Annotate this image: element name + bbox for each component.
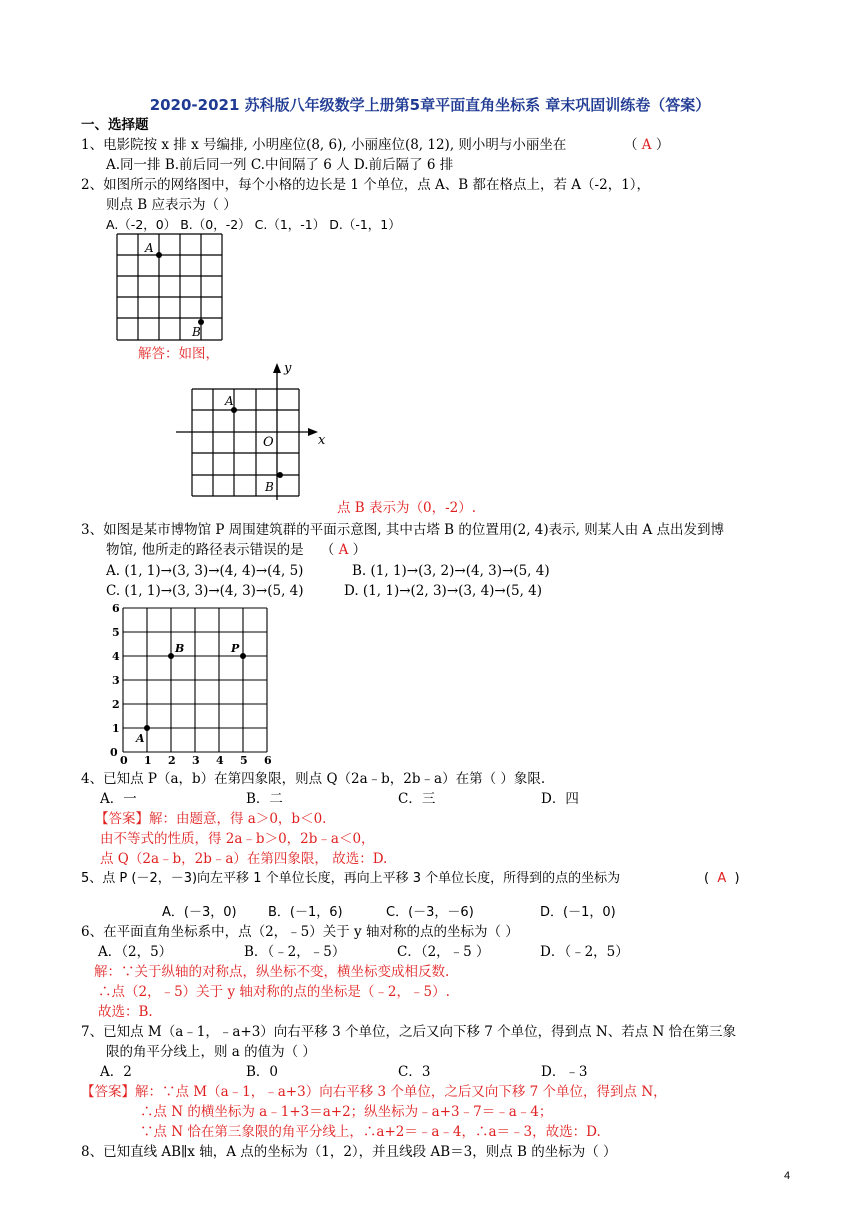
y-tick-5: 5: [112, 626, 120, 639]
point-a-dot: [156, 252, 162, 258]
q3-grid-figure: [104, 600, 276, 768]
page-title: 2020-2021 苏科版八年级数学上册第5章平面直角坐标系 章末巩固训练卷（答案）: [149, 96, 711, 114]
q4-option-a: A．一: [100, 791, 137, 807]
q6-answer-line2: ∴点（2，﹣5）关于 y 轴对称的点的坐标是（﹣2，﹣5）.: [98, 984, 450, 1000]
q4-option-c: C．三: [398, 791, 436, 807]
q3-stem-line2: 物馆, 他所走的路径表示错误的是 （ A ）: [106, 542, 367, 558]
q4-answer-line3: 点 Q（2a﹣b，2b﹣a）在第四象限， 故选：D.: [100, 851, 388, 867]
q6-option-b: B．（﹣2，﹣5）: [244, 944, 346, 960]
point-p-dot: [240, 653, 246, 659]
y-axis-label: y: [284, 361, 292, 376]
q2-grid-lines: [117, 234, 222, 340]
q6-option-d: D．（﹣2，5）: [540, 944, 629, 960]
q6-answer-line1: 解：∵关于纵轴的对称点，纵坐标不变，横坐标变成相反数.: [94, 964, 450, 980]
q7-answer-line2: ∴点 N 的横坐标为 a﹣1+3＝a+2；纵坐标为﹣a+3﹣7＝﹣a﹣4；: [140, 1104, 553, 1120]
q2-axes-grid-lines: [192, 389, 299, 496]
section-heading: 一、选择题: [81, 117, 149, 133]
q2-stem-line1: 2、如图所示的网络图中，每个小格的边长是 1 个单位，点 A、B 都在格点上，若 A（-2，1），: [81, 177, 651, 193]
page-number: 4: [784, 1170, 791, 1182]
x-tick-3: 3: [192, 754, 200, 767]
q1-options: A.同一排 B.前后同一列 C.中间隔了 6 人 D.前后隔了 6 排: [106, 157, 454, 173]
q3-y-ticks: [110, 602, 120, 759]
y-tick-3: 3: [112, 674, 120, 687]
q1-answer-bracket: （ A ）: [624, 137, 670, 153]
q5-stem: 5、点 P (－2，－3)向左平移 1 个单位长度，再向上平移 3 个单位长度，所得到的点的坐标为: [81, 871, 621, 886]
q7-answer-line1: 【答案】解：∵点 M（a﹣1，﹣a+3）向右平移 3 个单位，之后又向下移 7 个单位，得到点 N，: [81, 1084, 667, 1100]
y-axis-arrow: [273, 363, 281, 373]
q5-answer: A: [717, 871, 727, 886]
point-a-dot: [144, 725, 150, 731]
x-tick-2: 2: [168, 754, 176, 767]
origin-label: O: [263, 435, 274, 450]
q5-option-d: D．(－1，0): [540, 905, 616, 920]
y-tick-1: 1: [112, 722, 120, 735]
q6-option-a: A．（2，5）: [98, 944, 173, 960]
q3-option-d: D. (1, 1)→(2, 3)→(3, 4)→(5, 4): [344, 583, 543, 599]
q6-stem: 6、在平面直角坐标系中，点（2，﹣5）关于 y 轴对称的点的坐标为（ ）: [81, 924, 519, 940]
q4-stem: 4、已知点 P（a，b）在第四象限，则点 Q（2a﹣b，2b﹣a）在第（ ）象限.: [81, 771, 546, 787]
point-b-dot: [277, 472, 283, 478]
q5-option-b: B．(－1，6): [268, 905, 343, 920]
q4-option-b: B．二: [246, 791, 283, 807]
q2-solution-intro: 解答：如图，: [138, 346, 219, 362]
q3-answer: A: [338, 542, 349, 558]
y-tick-2: 2: [112, 698, 120, 711]
q2-solution-end: 点 B 表示为（0，-2）.: [337, 500, 477, 516]
q3-option-c: C. (1, 1)→(3, 3)→(4, 3)→(5, 4): [106, 583, 304, 599]
point-a-label: A: [145, 241, 154, 255]
y-tick-0: 0: [110, 746, 118, 759]
q7-option-d: D．﹣3: [541, 1064, 588, 1080]
y-tick-4: 4: [112, 650, 120, 663]
q3-stem2-text: 物馆, 他所走的路径表示错误的是: [106, 542, 304, 558]
q2-options: A.（-2，0） B.（0，-2） C.（1，-1） D.（-1，1）: [106, 217, 401, 232]
q3-grid-lines: [123, 608, 267, 752]
x-axis-arrow: [308, 428, 318, 436]
q7-stem-line1: 7、已知点 M（a﹣1，﹣a+3）向右平移 3 个单位，之后又向下移 7 个单位，得到点 N、若点 N 恰在第三象: [81, 1024, 737, 1040]
q7-stem-line2: 限的角平分线上，则 a 的值为（ ）: [106, 1044, 316, 1060]
q1-answer: A: [641, 137, 652, 153]
q4-option-d: D．四: [541, 791, 579, 807]
x-tick-4: 4: [216, 754, 224, 767]
point-b-label: B: [192, 325, 201, 339]
q2-grid-figure: [112, 230, 232, 344]
x-tick-5: 5: [240, 754, 248, 767]
point-a-label: A: [225, 394, 234, 408]
q5-option-a: A．(－3，0): [162, 905, 237, 920]
point-a-label: A: [136, 732, 145, 745]
q3-option-a: A. (1, 1)→(3, 3)→(4, 4)→(4, 5): [106, 563, 304, 579]
q5-option-c: C．(－3，－6): [386, 905, 474, 920]
point-b-label: B: [265, 480, 274, 494]
x-tick-1: 1: [144, 754, 152, 767]
q4-answer-line1: 【答案】解：由题意，得 a＞0，b＜0.: [95, 811, 327, 827]
y-tick-6: 6: [112, 602, 120, 615]
q2-axes-figure: [174, 358, 334, 500]
q2-stem-line2: 则点 B 应表示为（ ）: [106, 197, 237, 213]
point-b-dot: [168, 653, 174, 659]
q7-option-a: A．2: [100, 1064, 132, 1080]
x-axis-label: x: [318, 433, 326, 448]
q3-x-ticks: [120, 754, 272, 767]
q3-option-b: B. (1, 1)→(3, 2)→(4, 3)→(5, 4): [352, 563, 550, 579]
x-tick-6: 6: [264, 754, 272, 767]
q4-answer-line2: 由不等式的性质，得 2a﹣b＞0，2b﹣a＜0，: [100, 831, 375, 847]
q7-answer-line3: ∵点 N 恰在第三象限的角平分线上，∴a+2＝﹣a﹣4，∴a＝﹣3，故选：D.: [140, 1124, 601, 1140]
q5-answer-bracket: ( A ): [704, 871, 740, 886]
x-tick-0: 0: [120, 754, 128, 767]
q7-option-c: C．3: [398, 1064, 431, 1080]
q7-option-b: B．0: [246, 1064, 279, 1080]
point-p-label: P: [231, 642, 240, 655]
q8-stem: 8、已知直线 AB∥x 轴，A 点的坐标为（1，2），并且线段 AB＝3，则点 B 的坐标为（ ）: [81, 1144, 617, 1160]
point-b-label: B: [175, 642, 185, 655]
q6-answer-line3: 故选：B.: [98, 1004, 153, 1020]
q3-stem-line1: 3、如图是某市博物馆 P 周围建筑群的平面示意图, 其中古塔 B 的位置用(2, 4)表示, 则某人由 A 点出发到博: [81, 522, 725, 538]
q1-stem: 1、电影院按 x 排 x 号编排, 小明座位(8, 6), 小丽座位(8, 12), 则小明与小丽坐在: [81, 137, 567, 153]
q6-option-c: C．（2，﹣5 ）: [397, 944, 490, 960]
